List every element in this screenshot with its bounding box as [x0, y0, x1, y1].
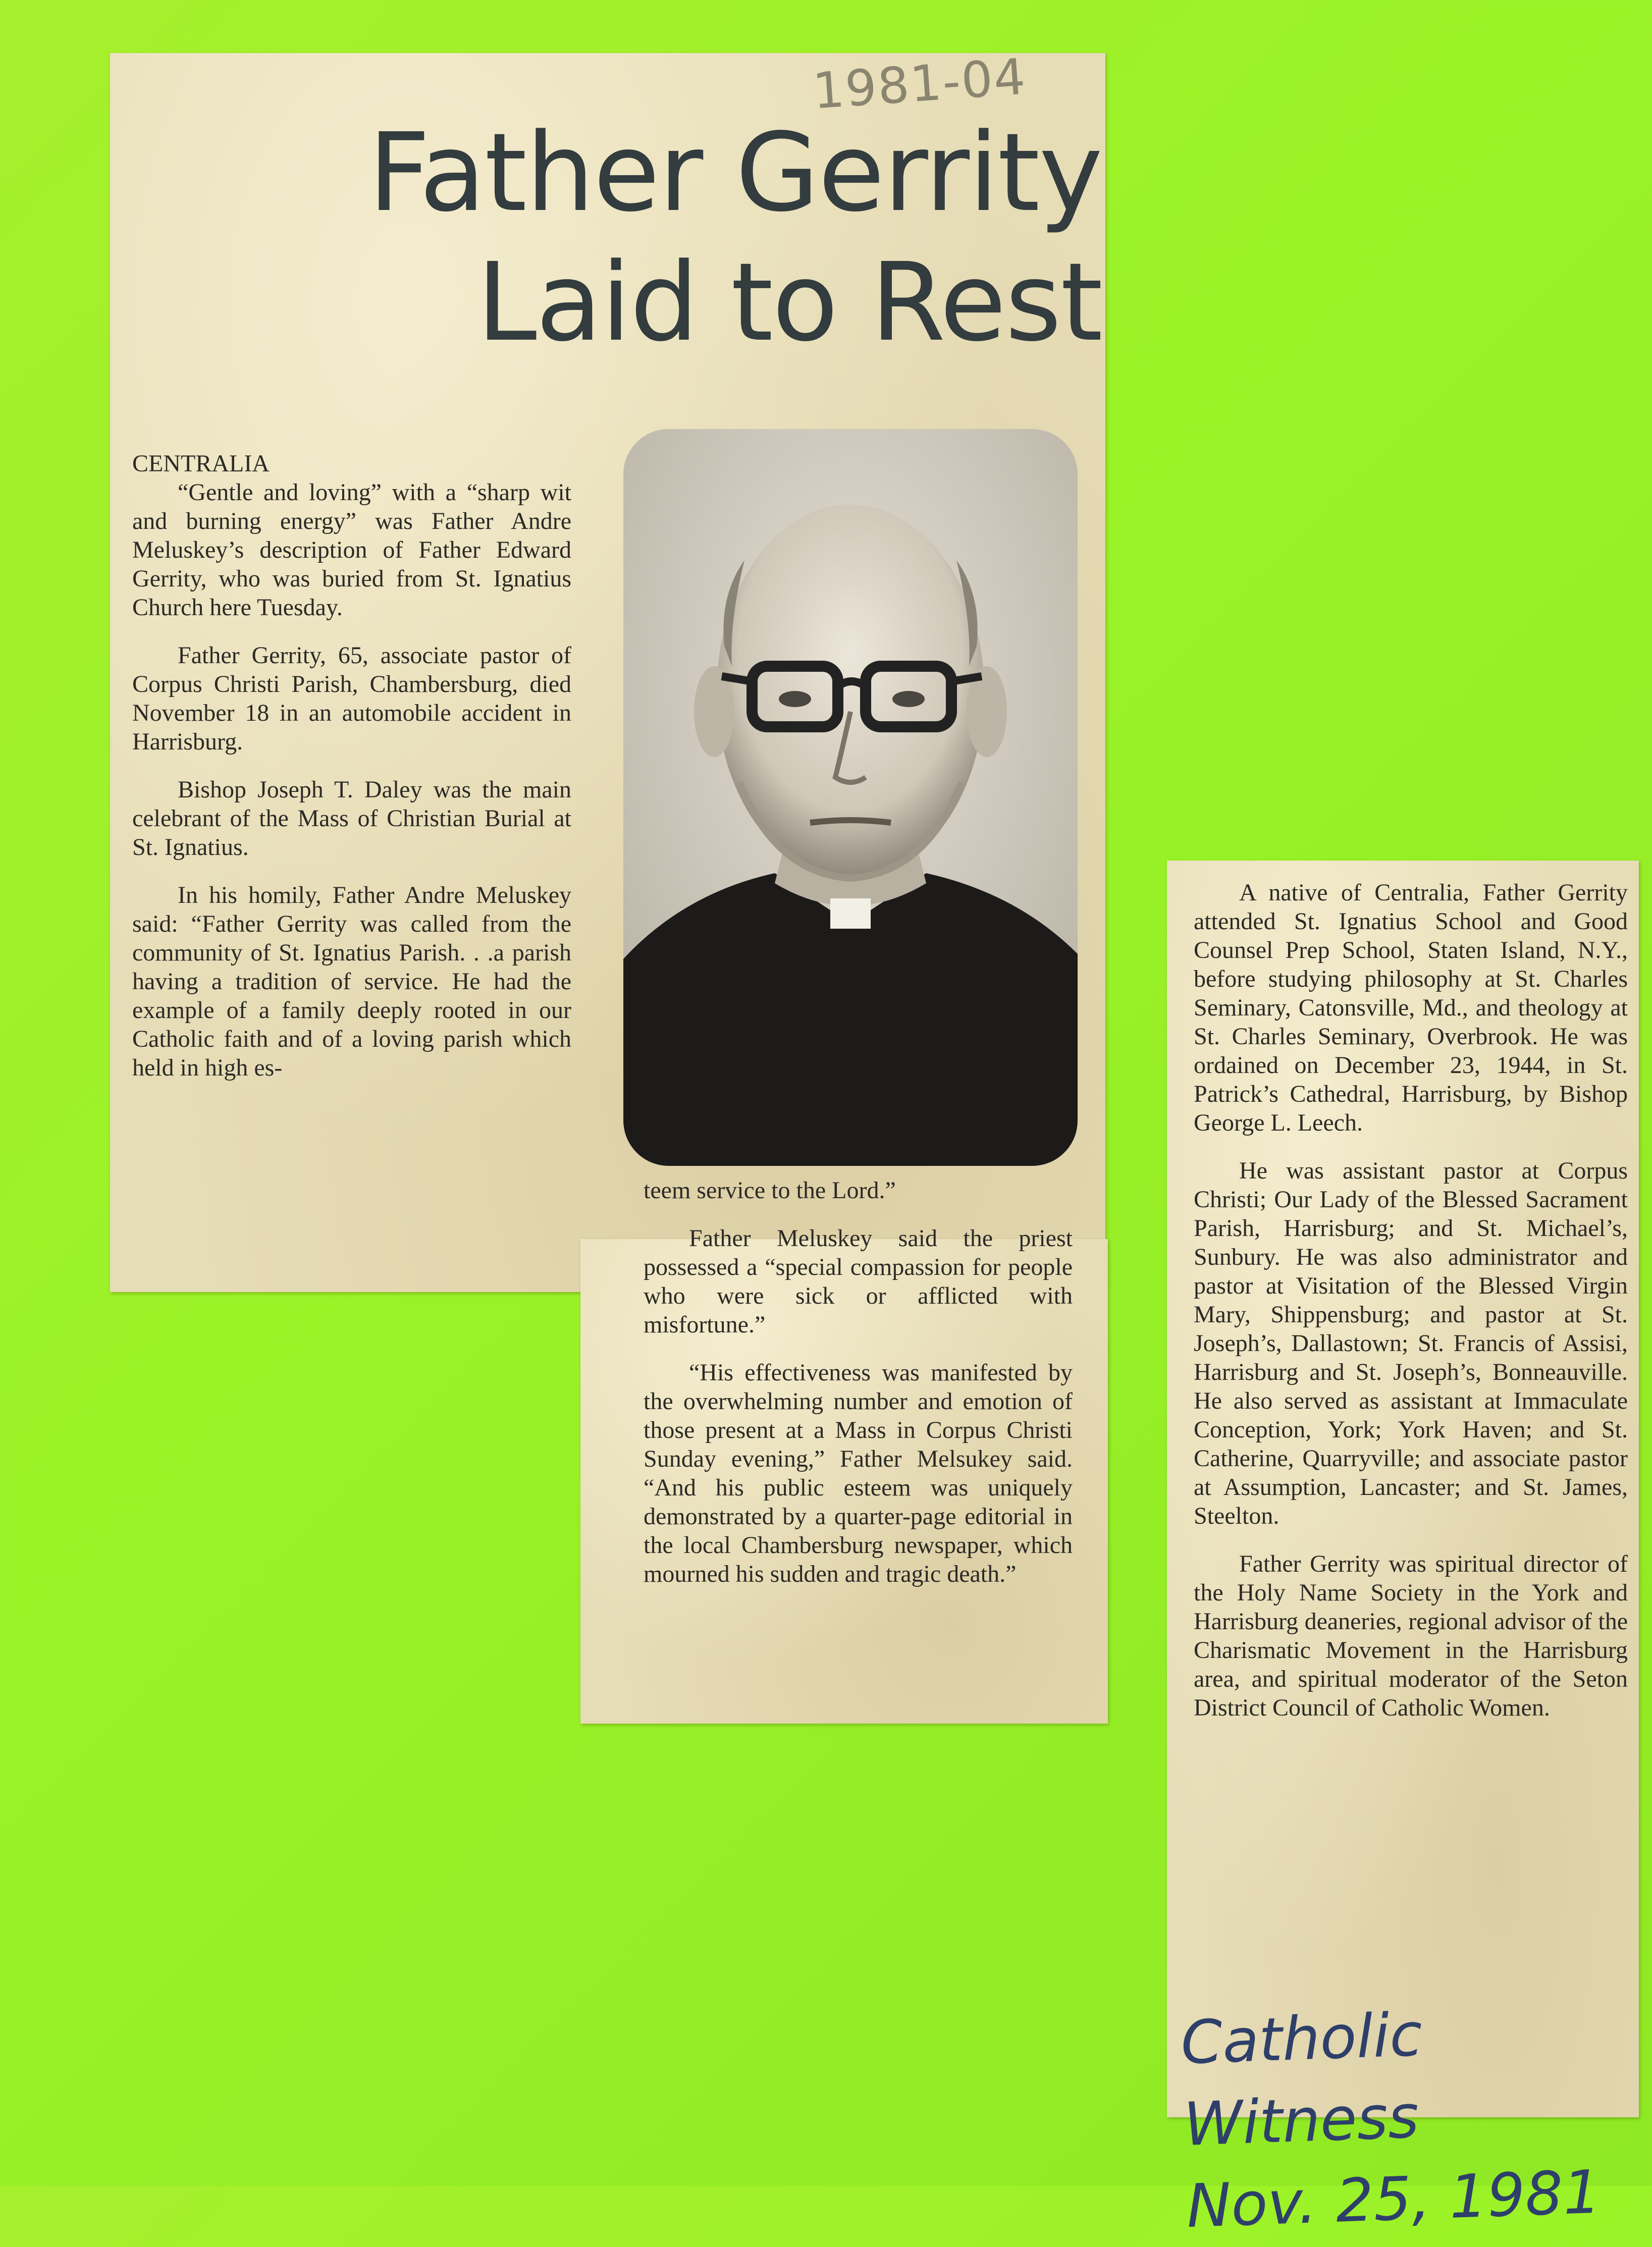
paragraph: “His effectiveness was manifested by the overwhelming number and emotion of those present at a Mass in Corpus Christi Sunday evening,” Father Melsukey said. “And his public esteem was uniquely demonstrated by a quarter-page editorial in the local Chambersburg newspaper, which mourned his sudden and tragic death.” [644, 1359, 1073, 1587]
paragraph: Bishop Joseph T. Daley was the main celebrant of the Mass of Christian Burial at St. Ignatius. [132, 776, 571, 861]
headline-line-1: Father Gerrity [368, 110, 1102, 236]
portrait-image [623, 429, 1078, 1166]
article-column-1 [132, 449, 571, 1101]
paragraph: A native of Centralia, Father Gerrity attended St. Ignatius School and Good Counsel Prep School, Staten Island, N.Y., before studying philosophy at St. Charles Seminary, Catonsville, Md., and theology at St. Charles Seminary, Overbrook. He was ordained on December 23, 1944, in St. Patrick’s Cathedral, Harrisburg, by Bishop George L. Leech. [1194, 879, 1628, 1136]
headline-line-2: Laid to Rest [476, 239, 1102, 365]
handwritten-source-note [1180, 1986, 1652, 2247]
paragraph: Father Meluskey said the priest possessed a “special compassion for people who were sick or afflicted with misfortune.” [644, 1225, 1073, 1338]
archive-note: 1981-04 [811, 48, 1028, 121]
paragraph-continuation: teem service to the Lord.” [644, 1177, 896, 1204]
handwritten-date: Nov. 25, 1981 [1185, 2157, 1603, 2241]
article-column-3 [1194, 878, 1628, 1741]
paragraph: “Gentle and loving” with a “sharp wit and burning energy” was Father Andre Meluskey’s description of Father Edward Gerrity, who was buried from St. Ignatius Church here Tuesday. [132, 479, 571, 621]
portrait-photo [623, 429, 1078, 1166]
headline [368, 109, 1102, 368]
paragraph: Father Gerrity, 65, associate pastor of Corpus Christi Parish, Chambersburg, died November 18 in an automobile accident in Harrisburg. [132, 642, 571, 755]
article-column-2 [644, 1176, 1073, 1608]
paragraph: In his homily, Father Andre Meluskey said: “Father Gerrity was called from the community of St. Ignatius Parish. . .a parish having a tradition of service. He had the example of a family deeply rooted in our Catholic faith and of a loving parish which held in high es- [132, 882, 571, 1081]
handwritten-publication: Catholic Witness [1180, 1999, 1424, 2160]
paragraph: Father Gerrity was spiritual director of the Holy Name Society in the York and Harrisburg deaneries, regional advisor of the Charismatic Movement in the Harrisburg area, and spiritual moderator of the Seton District Council of Catholic Women. [1194, 1550, 1628, 1721]
dateline: CENTRALIA [132, 450, 270, 477]
paragraph: He was assistant pastor at Corpus Christi; Our Lady of the Blessed Sacrament Parish, Harrisburg; and St. Michael’s, Sunbury. He was also administrator and pastor at Visitation of the Blessed Virgin Mary, Shippensburg; and pastor at St. Joseph’s, Dallastown; St. Francis of Assisi, Harrisburg and St. Joseph’s, Bonneauville. He also served as assistant at Immaculate Conception, York; York Haven; and St. Catherine, Quarryville; and associate pastor at Assumption, Lancaster; and St. James, Steelton. [1194, 1157, 1628, 1529]
